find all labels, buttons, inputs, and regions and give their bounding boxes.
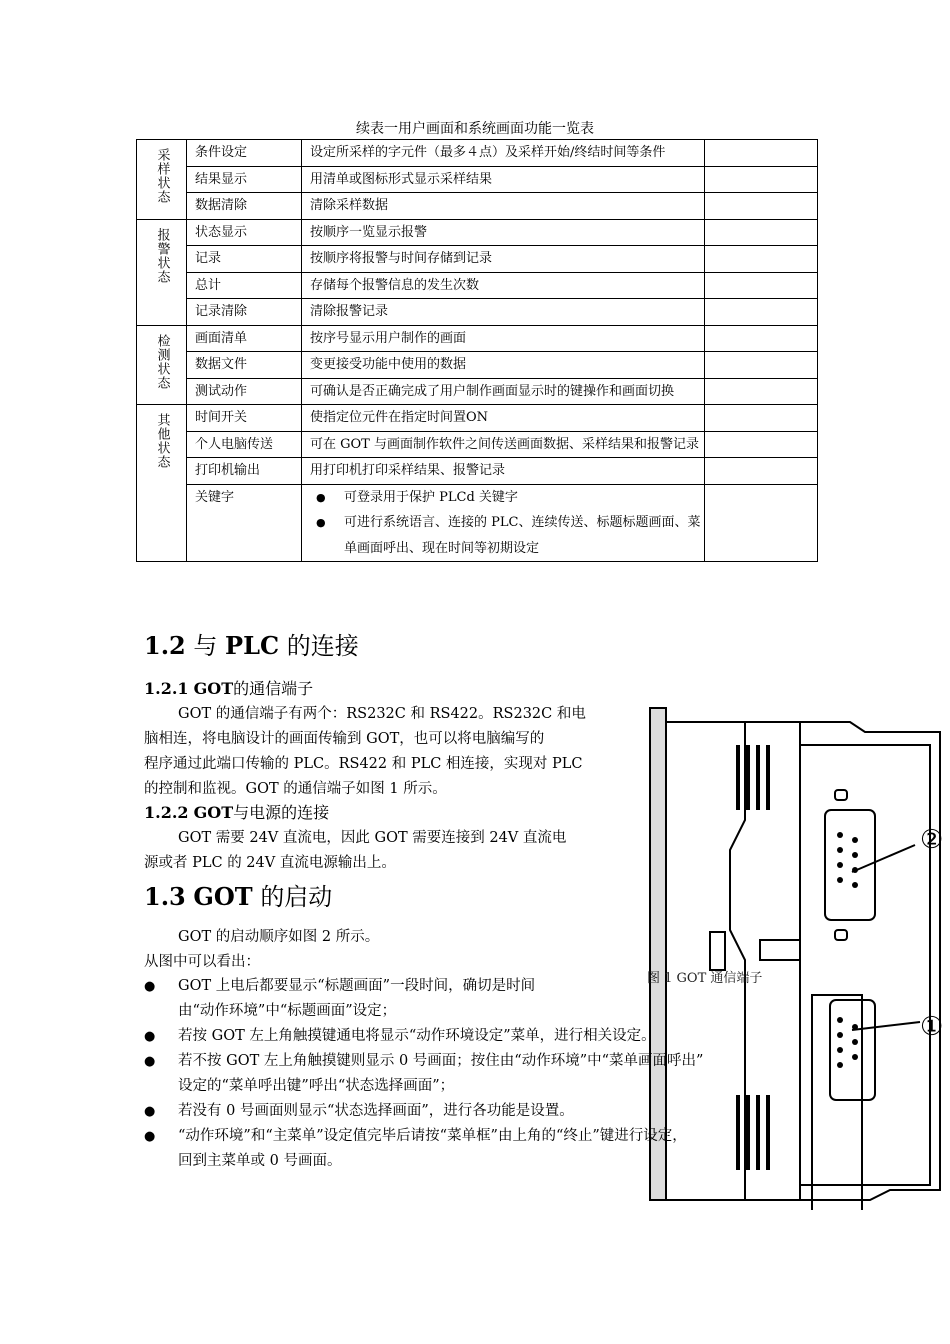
table-row bbox=[137, 219, 818, 246]
section-heading-1-2: 1.2 与 PLC 的连接 bbox=[144, 631, 359, 660]
table-row bbox=[137, 431, 818, 458]
paragraph-1-2-1: GOT 的通信端子有两个：RS232C 和 RS422。RS232C 和电 脑相连，将电脑设计的画面传输到 GOT，也可以将电脑编写的 程序通过此端口传输的 PLC。RS422 和 PLC 相连接，实现对 PLC 的控制和监视。GOT 的通信端子如图 1 所示。 bbox=[144, 706, 586, 797]
desc-cell: 按顺序一览显示报警 bbox=[302, 219, 705, 246]
item-cell: 记录 bbox=[187, 246, 302, 273]
desc-cell: 存储每个报警信息的发生次数 bbox=[302, 272, 705, 299]
desc-cell: 清除采样数据 bbox=[302, 193, 705, 220]
item-cell: 数据文件 bbox=[187, 352, 302, 379]
table-row bbox=[137, 484, 818, 562]
desc-cell: 按序号显示用户制作的画面 bbox=[302, 325, 705, 352]
group-label: 其他状态 bbox=[154, 413, 170, 469]
bullet-list bbox=[144, 974, 824, 1174]
section-heading-1-2-1: 1.2.1 GOT的通信端子 bbox=[144, 679, 314, 698]
function-table bbox=[136, 139, 818, 562]
item-cell: 记录清除 bbox=[187, 299, 302, 326]
list-item: ● GOT 上电后都要显示“标题画面”一段时间，确切是时间 由“动作环境”中“标题画面”设定； bbox=[144, 974, 824, 1024]
bullet-item: ● 可登录用于保护 PLCd 关键字 bbox=[310, 485, 704, 511]
item-cell: 状态显示 bbox=[187, 219, 302, 246]
desc-cell: 用清单或图标形式显示采样结果 bbox=[302, 166, 705, 193]
item-cell: 总计 bbox=[187, 272, 302, 299]
item-cell: 时间开关 bbox=[187, 405, 302, 432]
item-cell: 条件设定 bbox=[187, 140, 302, 167]
table-row bbox=[137, 272, 818, 299]
desc-cell: 按顺序将报警与时间存储到记录 bbox=[302, 246, 705, 273]
table-row bbox=[137, 299, 818, 326]
item-cell: 结果显示 bbox=[187, 166, 302, 193]
port-1-label: ① bbox=[920, 1012, 944, 1042]
group-label: 报警状态 bbox=[154, 227, 170, 284]
section-heading-1-3: 1.3 GOT 的启动 bbox=[144, 882, 333, 911]
item-cell: 数据清除 bbox=[187, 193, 302, 220]
table-row bbox=[137, 246, 818, 273]
item-cell: 关键字 bbox=[187, 484, 302, 562]
desc-cell: 变更接受功能中使用的数据 bbox=[302, 352, 705, 379]
desc-cell bbox=[302, 484, 705, 562]
desc-cell: 设定所采样的字元件（最多４点）及采样开始/终结时间等条件 bbox=[302, 140, 705, 167]
group-label: 采样状态 bbox=[154, 148, 170, 204]
paragraph-1-2-2: GOT 需要 24V 直流电，因此 GOT 需要连接到 24V 直流电 源或者 PLC 的 24V 直流电源输出上。 bbox=[144, 830, 567, 871]
table-row bbox=[137, 458, 818, 485]
port-2-label: ② bbox=[920, 825, 944, 855]
table-row bbox=[137, 166, 818, 193]
table-row bbox=[137, 140, 818, 167]
table-row bbox=[137, 325, 818, 352]
table-row bbox=[137, 352, 818, 379]
table-row bbox=[137, 378, 818, 405]
desc-cell: 使指定位元件在指定时间置ON bbox=[302, 405, 705, 432]
figure-caption: 图 1 GOT 通信端子 bbox=[647, 971, 763, 986]
desc-cell: 可在 GOT 与画面制作软件之间传送画面数据、采样结果和报警记录 bbox=[302, 431, 705, 458]
list-item: ● “动作环境”和“主菜单”设定值完毕后请按“菜单框”由上角的“终止”键进行设定， 回到主菜单或 0 号画面。 bbox=[144, 1124, 824, 1174]
table-caption: 续表一用户画面和系统画面功能一览表 bbox=[356, 121, 594, 137]
bullet-item: ● 可进行系统语言、连接的 PLC、连续传送、标题标题画面、菜单画面呼出、现在时间等初期设定 bbox=[310, 510, 704, 561]
paragraph-1-3: GOT 的启动顺序如图 2 所示。 从图中可以看出： bbox=[144, 929, 380, 970]
desc-cell: 用打印机打印采样结果、报警记录 bbox=[302, 458, 705, 485]
table-row bbox=[137, 405, 818, 432]
item-cell: 画面清单 bbox=[187, 325, 302, 352]
desc-cell: 可确认是否正确完成了用户制作画面显示时的键操作和画面切换 bbox=[302, 378, 705, 405]
section-heading-1-2-2: 1.2.2 GOT与电源的连接 bbox=[144, 803, 330, 822]
item-cell: 个人电脑传送 bbox=[187, 431, 302, 458]
list-item: ● 若不按 GOT 左上角触摸键则显示 0 号画面；按住由“动作环境”中“菜单画面呼出” 设定的“菜单呼出键”呼出“状态选择画面”； bbox=[144, 1049, 824, 1099]
table-row bbox=[137, 193, 818, 220]
desc-cell: 清除报警记录 bbox=[302, 299, 705, 326]
item-cell: 测试动作 bbox=[187, 378, 302, 405]
list-item: ● 若按 GOT 左上角触摸键通电将显示“动作环境设定”菜单，进行相关设定。 bbox=[144, 1024, 824, 1049]
list-item: ● 若没有 0 号画面则显示“状态选择画面”，进行各功能是设置。 bbox=[144, 1099, 824, 1124]
group-label: 检测状态 bbox=[154, 333, 170, 390]
item-cell: 打印机输出 bbox=[187, 458, 302, 485]
